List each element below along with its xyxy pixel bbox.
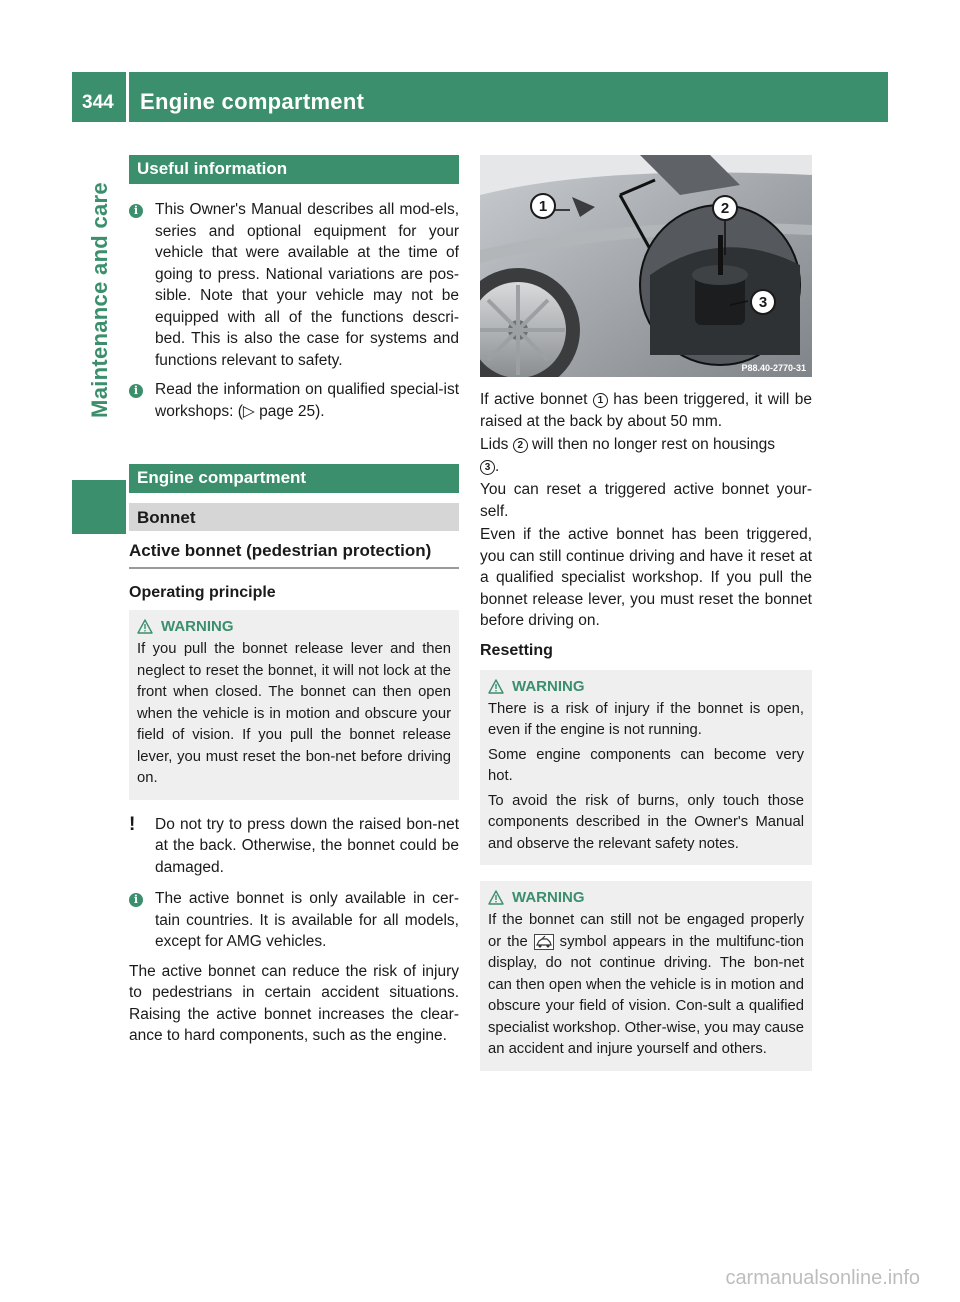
- callout-2: 2: [712, 195, 738, 221]
- section-heading-engine-compartment: Engine compartment: [129, 464, 459, 493]
- bonnet-illustration: [480, 155, 812, 377]
- warning-text: If the bonnet can still not be engaged properly or the symbol appears in the multifunc-tion display, do not continue driving. The bon-net can then open when the vehicle is in motion and obscure your field of vision. Con-sult a qualified specialist workshop. Other-wise, you may cause an accident and injure yourself and others.: [488, 912, 804, 1057]
- page-header: [72, 72, 888, 122]
- warning-triangle-icon: [137, 619, 153, 634]
- warning-triangle-icon: [488, 890, 504, 905]
- warning-header: [137, 618, 451, 635]
- info-note: [129, 379, 459, 422]
- body-paragraph: If active bonnet 1 has been triggered, it will be raised at the back by about 50 mm.: [480, 391, 812, 430]
- warning-triangle-icon: [488, 679, 504, 694]
- info-icon: i: [129, 204, 143, 218]
- page-title: Engine compartment: [140, 89, 365, 114]
- info-note-text: The active bonnet is only available in cer-tain countries. It is available for all models, except for AMG vehicles.: [155, 890, 459, 950]
- warning-header: [488, 889, 804, 906]
- warning-label: WARNING: [161, 618, 234, 635]
- figure-code: P88.40-2770-31: [741, 363, 806, 373]
- callout-ref-2: 2: [513, 438, 528, 453]
- header-divider: [126, 72, 129, 122]
- body-paragraph: Lids 2 will then no longer rest on housings 3 .: [480, 436, 776, 475]
- bonnet-open-symbol-icon: [534, 934, 554, 950]
- subsection-heading-bonnet: Bonnet: [129, 503, 459, 531]
- watermark: carmanualsonline.info: [725, 1267, 920, 1289]
- right-column: [480, 155, 812, 1071]
- info-note-text: This Owner's Manual describes all mod-els, series and optional equipment for your vehicle that were available at the time of going to press. National variations are pos-sible. Note that your vehicle may not be equipped with all of the functions descri-bed. This is also the case for systems and functions relevant to safety.: [155, 201, 459, 369]
- warning-label: WARNING: [512, 889, 585, 906]
- callout-ref-1: 1: [593, 393, 608, 408]
- info-icon: i: [129, 893, 143, 907]
- body-paragraph: Even if the active bonnet has been triggered, you can still continue driving and have it reset at a qualified specialist workshop. If you pull the bonnet release lever, you must reset the bonnet before driving on.: [480, 526, 812, 629]
- section-heading-useful-information: Useful information: [129, 155, 459, 184]
- info-icon: i: [129, 384, 143, 398]
- left-column: [129, 155, 459, 1047]
- warning-text: To avoid the risk of burns, only touch those components described in the Owner's Manual and observe the relevant safety notes.: [488, 792, 804, 852]
- warning-text: There is a risk of injury if the bonnet is open, even if the engine is not running.: [488, 700, 804, 738]
- info-note: [129, 888, 459, 953]
- warning-box: [480, 881, 812, 1071]
- page-number: 344: [82, 92, 114, 113]
- info-note-text: Read the information on qualified special-ist workshops: (▷ page 25).: [155, 381, 459, 420]
- body-paragraph: The active bonnet can reduce the risk of injury to pedestrians in certain accident situations. Raising the active bonnet increases the clear-ance to hard components, such as the engine.: [129, 962, 459, 1044]
- warning-text: If you pull the bonnet release lever and then neglect to reset the bonnet, it will not lock at the front when closed. The bonnet can then open when the vehicle is in motion and obscure your field of vision. If you pull the bonnet release lever, you must reset the bon-net before driving on.: [137, 641, 451, 786]
- callout-1: 1: [530, 193, 556, 219]
- operating-principle-heading: Operating principle: [129, 584, 276, 601]
- callout-3: 3: [750, 289, 776, 315]
- warning-box: [480, 670, 812, 866]
- warning-header: [488, 678, 804, 695]
- resetting-heading: Resetting: [480, 641, 553, 659]
- callout-ref-3: 3: [480, 460, 495, 475]
- callout-layer: [480, 155, 812, 377]
- warning-label: WARNING: [512, 677, 585, 695]
- side-tab-label: Maintenance and care: [87, 182, 112, 418]
- info-note: [129, 199, 459, 371]
- warning-text: Some engine components can become very hot.: [488, 746, 804, 784]
- exclamation-icon: !: [129, 813, 136, 835]
- warning-box: [129, 610, 459, 800]
- caution-text: Do not try to press down the raised bon-net at the back. Otherwise, the bonnet could be damaged.: [155, 815, 459, 876]
- caution-note: [129, 814, 459, 879]
- side-tab-marker: [72, 480, 126, 534]
- topic-heading: Active bonnet (pedestrian protection): [129, 541, 459, 569]
- body-paragraph: You can reset a triggered active bonnet your-self.: [480, 481, 812, 520]
